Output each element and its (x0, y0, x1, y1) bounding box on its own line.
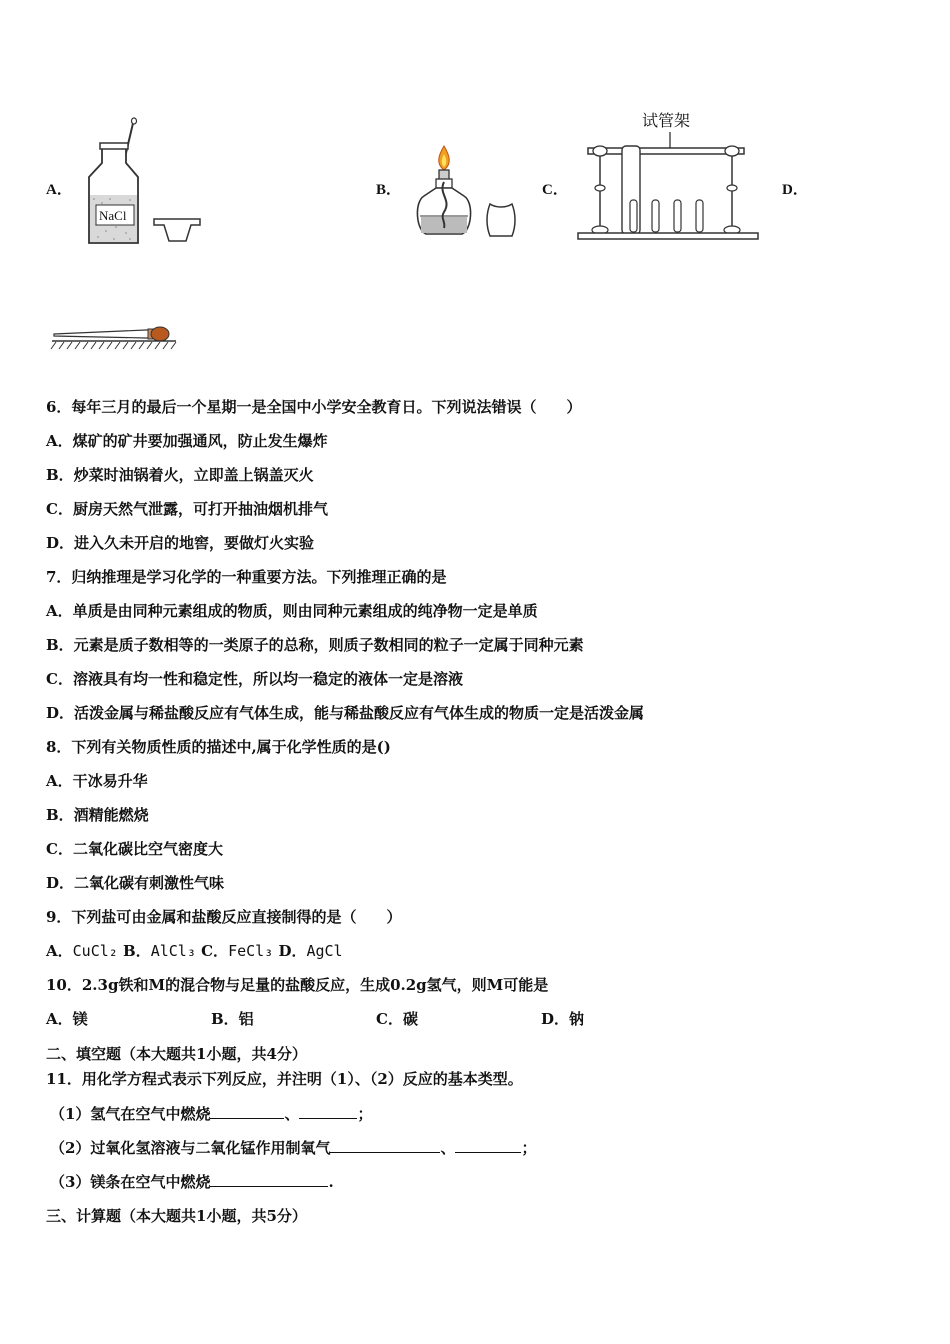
test-tube-rack-caption: 试管架 (642, 113, 691, 130)
alcohol-lamp-figure (412, 142, 527, 242)
q9-option-a-value: CuCl₂ (72, 942, 118, 960)
q7-stem: 7．归纳推理是学习化学的一种重要方法。下列推理正确的是 (46, 568, 447, 586)
q6-option-d: D．进入久未开启的地窖，要做灯火实验 (46, 534, 315, 552)
q11-part-2 (50, 1138, 536, 1157)
q11-part-1 (50, 1104, 372, 1123)
q9-option-c-value: FeCl₃ (228, 942, 274, 960)
q10-option-a: A．镁 (46, 1010, 88, 1028)
q9-option-b-label: B． (123, 942, 151, 960)
q9-options (46, 942, 343, 960)
q11-part-2-end: ； (521, 1139, 537, 1157)
q11-part-3-blank-equation[interactable] (210, 1172, 328, 1187)
section-3-heading: 三、计算题（本大题共1小题，共5分） (46, 1207, 307, 1225)
q11-part-1-blank-equation[interactable] (210, 1104, 284, 1119)
salt-bottle-figure (80, 115, 205, 247)
q7-option-d: D．活泼金属与稀盐酸反应有气体生成，能与稀盐酸反应有气体生成的物质一定是活泼金属 (46, 704, 645, 722)
q7-option-c: C．溶液具有均一性和稳定性，所以均一稳定的液体一定是溶液 (46, 670, 463, 688)
q11-part-1-sep: 、 (284, 1105, 300, 1123)
q11-part-3-end: . (328, 1173, 334, 1191)
q8-option-a: A．干冰易升华 (46, 772, 148, 790)
q11-part-3 (50, 1172, 334, 1191)
q9-option-c-label: C． (201, 942, 229, 960)
q6-option-b: B．炒菜时油锅着火，立即盖上锅盖灭火 (46, 466, 314, 484)
q11-part-1-end: ； (357, 1105, 373, 1123)
q7-option-b: B．元素是质子数相等的一类原子的总称，则质子数相同的粒子一定属于同种元素 (46, 636, 584, 654)
q9-option-d-value: AgCl (306, 942, 343, 960)
q10-option-b: B．铝 (211, 1010, 254, 1028)
figure-b-label: B． (376, 182, 402, 198)
q8-stem: 8．下列有关物质性质的描述中,属于化学性质的是() (46, 738, 391, 756)
q6-option-a: A．煤矿的矿井要加强通风，防止发生爆炸 (46, 432, 328, 450)
figure-d-label: D． (782, 182, 808, 198)
q11-stem: 11．用化学方程式表示下列反应，并注明（1）、（2）反应的基本类型。 (46, 1070, 523, 1088)
q11-part-2-sep: 、 (440, 1139, 456, 1157)
section-2-heading: 二、填空题（本大题共1小题，共4分） (46, 1045, 307, 1063)
figure-a-label: A． (46, 182, 72, 198)
q10-option-d: D．钠 (541, 1010, 585, 1028)
q9-option-b-value: AlCl₃ (150, 942, 196, 960)
bottle-label-text: NaCl (99, 208, 127, 223)
q9-option-d-label: D． (278, 942, 307, 960)
q6-option-c: C．厨房天然气泄露，可打开抽油烟机排气 (46, 500, 328, 518)
q10-option-c: C．碳 (376, 1010, 418, 1028)
q11-part-2-blank-type[interactable] (455, 1138, 521, 1153)
q6-stem: 6．每年三月的最后一个星期一是全国中小学安全教育日。下列说法错误（ ） (46, 398, 582, 416)
q11-part-2-blank-equation[interactable] (330, 1138, 440, 1153)
q8-option-c: C．二氧化碳比空气密度大 (46, 840, 223, 858)
q8-option-b: B．酒精能燃烧 (46, 806, 149, 824)
q11-part-1-blank-type[interactable] (299, 1104, 357, 1119)
q11-part-3-text: （3）镁条在空气中燃烧 (50, 1173, 211, 1191)
q9-stem: 9．下列盐可由金属和盐酸反应直接制得的是（ ） (46, 908, 402, 926)
q9-option-a-label: A． (46, 942, 73, 960)
q10-stem: 10．2.3g铁和M的混合物与足量的盐酸反应，生成0.2g氢气，则M可能是 (46, 976, 549, 994)
q8-option-d: D．二氧化碳有刺激性气味 (46, 874, 225, 892)
q11-part-2-text: （2）过氧化氢溶液与二氧化锰作用制氧气 (50, 1139, 331, 1157)
figure-c-label: C． (542, 182, 568, 198)
q7-option-a: A．单质是由同种元素组成的物质，则由同种元素组成的纯净物一定是单质 (46, 602, 538, 620)
dropper-figure (50, 318, 180, 352)
q11-part-1-text: （1）氢气在空气中燃烧 (50, 1105, 211, 1123)
test-tube-rack-figure (574, 130, 764, 245)
